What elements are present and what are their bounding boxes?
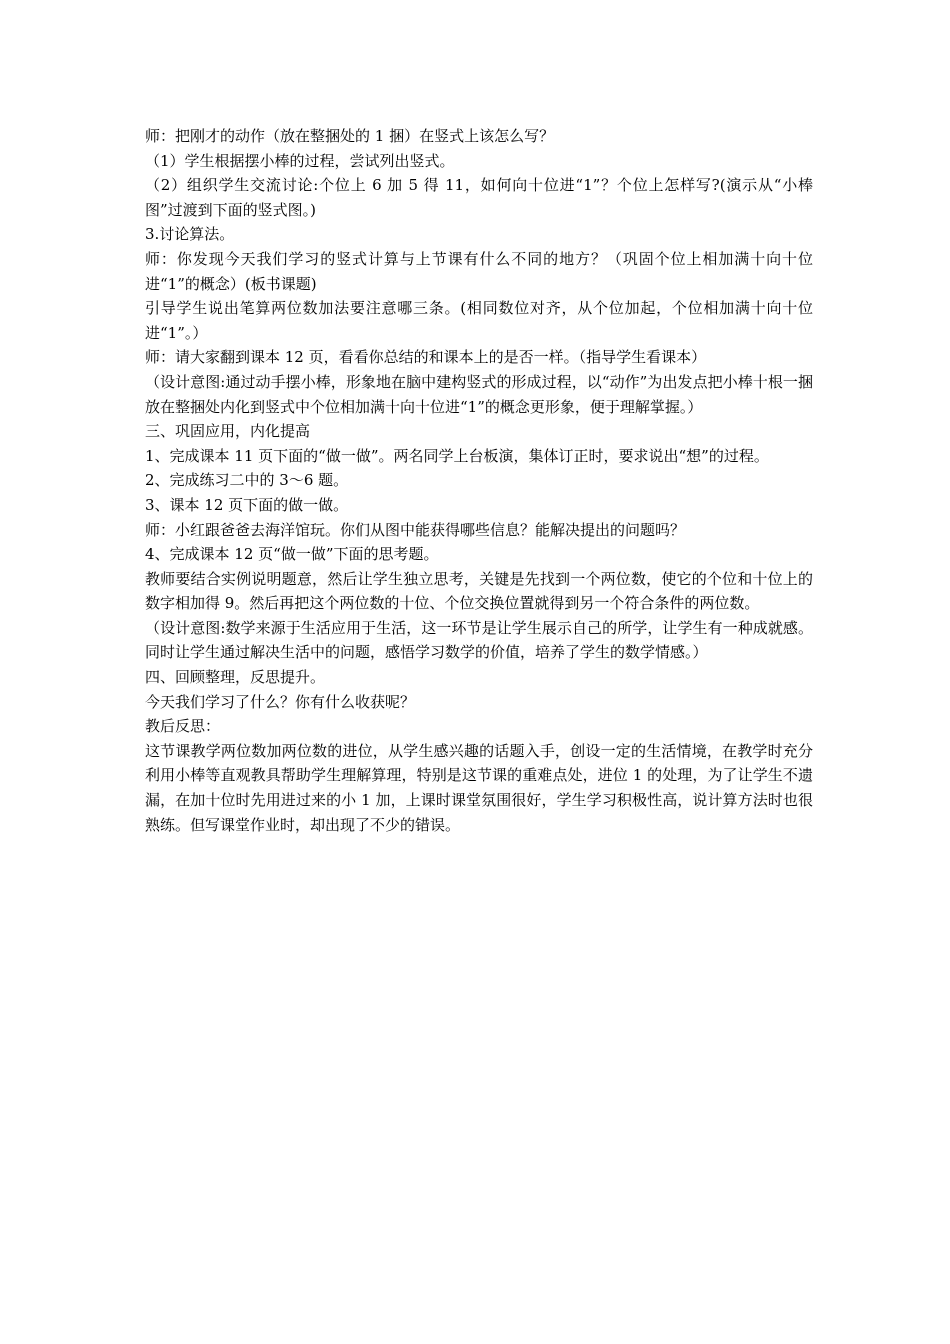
paragraph-16: （设计意图:数学来源于生活应用于生活，这一环节是让学生展示自己的所学，让学生有一种成就感。同时让学生通过解决生活中的问题，感悟学习数学的价值，培养了学生的数学情感。） — [145, 618, 813, 662]
paragraph-4: 3.讨论算法。 — [145, 225, 235, 244]
paragraph-5: 师：你发现今天我们学习的竖式计算与上节课有什么不同的地方？（巩固个位上相加满十向十位进“1”的概念）(板书课题) — [145, 249, 813, 293]
paragraph-1: 师：把刚才的动作（放在整捆处的 1 捆）在竖式上该怎么写？ — [145, 127, 555, 145]
paragraph-14: 4、完成课本 12 页“做一做”下面的思考题。 — [145, 545, 439, 564]
reflection-heading: 教后反思： — [145, 717, 221, 736]
paragraph-13: 师：小红跟爸爸去海洋馆玩。你们从图中能获得哪些信息？能解决提出的问题吗？ — [145, 520, 686, 539]
paragraph-12: 3、课本 12 页下面的做一做。 — [145, 495, 349, 514]
paragraph-6: 引导学生说出笔算两位数加法要注意哪三条。(相同数位对齐，从个位加起，个位相加满十向十位进“1”。） — [145, 299, 813, 342]
paragraph-10: 1、完成课本 11 页下面的“做一做”。两名同学上台板演，集体订正时，要求说出“想”的过程。 — [145, 446, 769, 465]
paragraph-11: 2、完成练习二中的 3～6 题。 — [145, 471, 349, 490]
reflection-text: 这节课教学两位数加两位数的进位，从学生感兴趣的话题入手，创设一定的生活情境，在教学时充分利用小棒等直观教具帮助学生理解算理，特别是这节课的重难点处，进位 1 的处理，为了让学生不遗漏，在加十位时先用进过来的小 1 加，上课时课堂氛围很好，学生学习积极性高，说计算方法时也很熟练。但写课堂作业时，却出现了不少的错误。 — [145, 741, 813, 834]
paragraph-15: 教师要结合实例说明题意，然后让学生独立思考，关键是先找到一个两位数，使它的个位和十位上的数字相加得 9。然后再把这个两位数的十位、个位交换位置就得到另一个符合条件的两位数。 — [145, 569, 813, 613]
document-body — [145, 124, 813, 837]
paragraph-18: 今天我们学习了什么？你有什么收获呢？ — [145, 692, 416, 711]
paragraph-2: （1）学生根据摆小棒的过程，尝试列出竖式。 — [145, 151, 455, 170]
paragraph-3: （2）组织学生交流讨论:个位上 6 加 5 得 11，如何向十位进“1”？个位上怎样写?(演示从“小棒图”过渡到下面的竖式图。) — [145, 176, 813, 219]
section-heading-4: 四、回顾整理，反思提升。 — [145, 668, 326, 687]
section-heading-3: 三、巩固应用，内化提高 — [145, 422, 311, 441]
paragraph-8: （设计意图:通过动手摆小棒，形象地在脑中建构竖式的形成过程，以“动作”为出发点把小棒十根一捆放在整捆处内化到竖式中个位相加满十向十位进“1”的概念更形象，便于理解掌握。） — [145, 372, 813, 416]
paragraph-7: 师：请大家翻到课本 12 页，看看你总结的和课本上的是否一样。（指导学生看课本） — [145, 348, 707, 367]
